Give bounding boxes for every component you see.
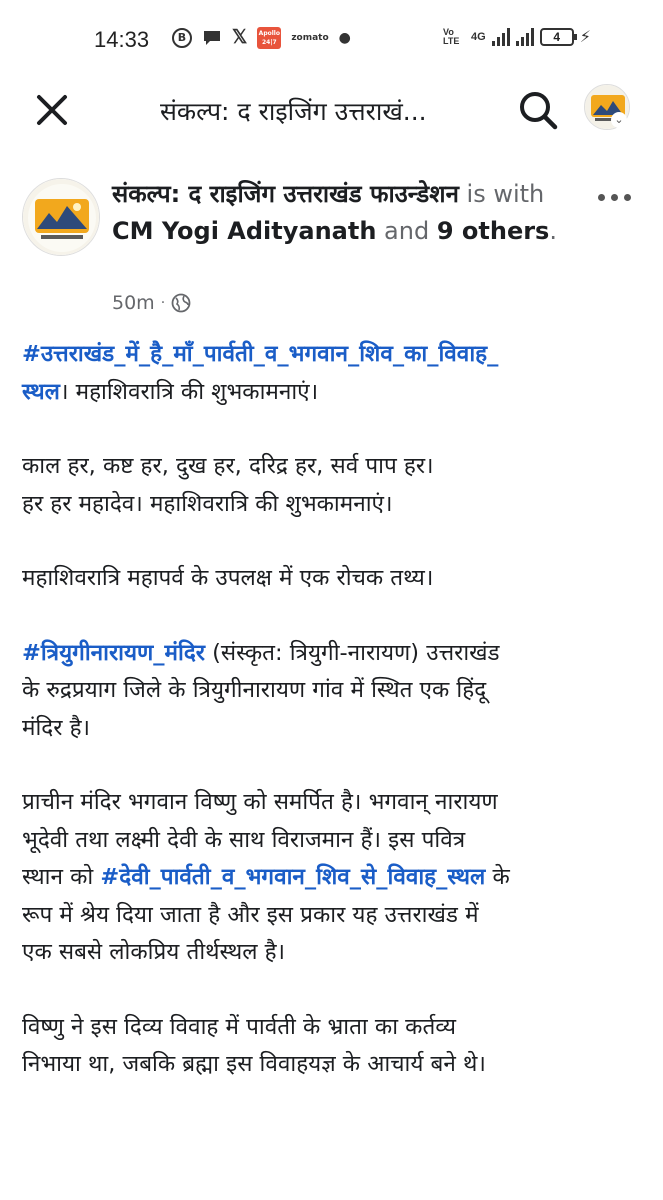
paragraph-5 <box>22 784 663 972</box>
b-icon: B <box>172 28 192 48</box>
and-text: and <box>376 217 437 245</box>
paragraph-3 <box>22 560 663 598</box>
paragraph-text: (संस्कृत: त्रियुगी-नारायण) उत्तराखंड <box>205 639 500 666</box>
page-avatar[interactable] <box>22 178 100 256</box>
zomato-icon: zomato <box>291 32 329 43</box>
post-time[interactable]: 50m <box>112 292 155 314</box>
search-icon <box>514 86 562 134</box>
status-bar <box>0 0 663 80</box>
status-time: 14:33 <box>94 27 150 52</box>
post-author-line <box>112 176 582 250</box>
paragraph-6 <box>22 1009 663 1084</box>
paragraph-text: के रुद्रप्रयाग जिले के त्रियुगीनारायण गांव में स्थित एक हिंदू <box>22 677 487 703</box>
paragraph-text: निभाया था, जबकि ब्रह्मा इस विवाहयज्ञ के आचार्य बने थे। <box>22 1051 486 1077</box>
more-dot-icon <box>624 194 631 201</box>
page-title: संकल्प: द राइजिंग उत्तराखं... <box>160 97 427 126</box>
period: . <box>549 217 557 245</box>
dot-icon: ● <box>338 29 351 46</box>
paragraph-text: काल हर, कष्ट हर, दुख हर, दरिद्र हर, सर्व पाप हर। <box>22 453 434 479</box>
hashtag-link[interactable]: #त्रियुगीनारायण_मंदिर <box>22 639 205 666</box>
notification-icons <box>172 26 351 49</box>
charging-icon: ⚡ <box>579 27 591 46</box>
x-icon: 𝕏 <box>232 27 248 48</box>
paragraph-text: एक सबसे लोकप्रिय तीर्थस्थल है। <box>22 939 286 965</box>
paragraph-text: स्थान को <box>22 864 101 890</box>
paragraph-text: मंदिर है। <box>22 714 91 741</box>
close-icon <box>30 88 74 132</box>
paragraph-text: महाशिवरात्रि महापर्व के उपलक्ष में एक रोचक तथ्य। <box>22 565 434 591</box>
signal-strength-icon <box>492 28 510 46</box>
more-dot-icon <box>611 194 618 201</box>
paragraph-text: भूदेवी तथा लक्ष्मी देवी के साथ विराजमान हैं। इस पवित्र <box>22 826 466 853</box>
search-button[interactable] <box>514 86 562 134</box>
paragraph-text: प्राचीन मंदिर भगवान विष्णु को समर्पित है। भगवान् नारायण <box>22 789 498 815</box>
paragraph-1 <box>22 336 663 411</box>
chat-bubble-icon <box>202 29 222 47</box>
paragraph-4 <box>22 635 663 748</box>
apollo-icon: Apollo 24|7 <box>257 27 281 49</box>
hashtag-link[interactable]: #उत्तराखंड_में_है_माँ_पार्वती_व_भगवान_शिव_का_विवाह_ <box>22 341 499 367</box>
tagged-person[interactable]: CM Yogi Adityanath <box>112 217 377 245</box>
system-icons <box>443 27 591 46</box>
network-type: 4G <box>471 30 486 43</box>
others-link[interactable]: 9 others <box>436 217 550 245</box>
battery-icon: 4 <box>540 28 574 46</box>
paragraph-text: रूप में श्रेय दिया जाता है और इस प्रकार यह उत्तराखंड में <box>22 901 479 928</box>
signal-strength-2-icon <box>516 28 534 46</box>
more-dot-icon <box>598 194 605 201</box>
paragraph-text: के <box>485 864 510 890</box>
paragraph-text: विष्णु ने इस दिव्य विवाह में पार्वती के भ्राता का कर्तव्य <box>22 1013 457 1040</box>
close-button[interactable] <box>30 88 74 132</box>
post-body <box>22 336 663 1121</box>
paragraph-text: । महाशिवरात्रि की शुभकामनाएं। <box>59 378 319 405</box>
hashtag-link[interactable]: #देवी_पार्वती_व_भगवान_शिव_से_विवाह_स्थल <box>100 864 486 890</box>
volte-label: Vo LTE <box>443 26 460 46</box>
chevron-down-icon[interactable]: ⌄ <box>611 112 627 128</box>
meta-separator: · <box>160 295 166 311</box>
paragraph-text: हर हर महादेव। महाशिवरात्रि की शुभकामनाएं। <box>22 490 393 517</box>
paragraph-2 <box>22 448 663 523</box>
more-options-button[interactable] <box>598 186 646 208</box>
post-meta <box>112 292 191 314</box>
app-header <box>0 80 663 140</box>
hashtag-link-continued[interactable]: स्थल <box>22 378 60 405</box>
is-with-text: is with <box>458 180 545 208</box>
globe-icon <box>171 293 191 313</box>
author-name[interactable]: संकल्प: द राइजिंग उत्तराखंड फाउन्डेशन <box>112 180 459 208</box>
